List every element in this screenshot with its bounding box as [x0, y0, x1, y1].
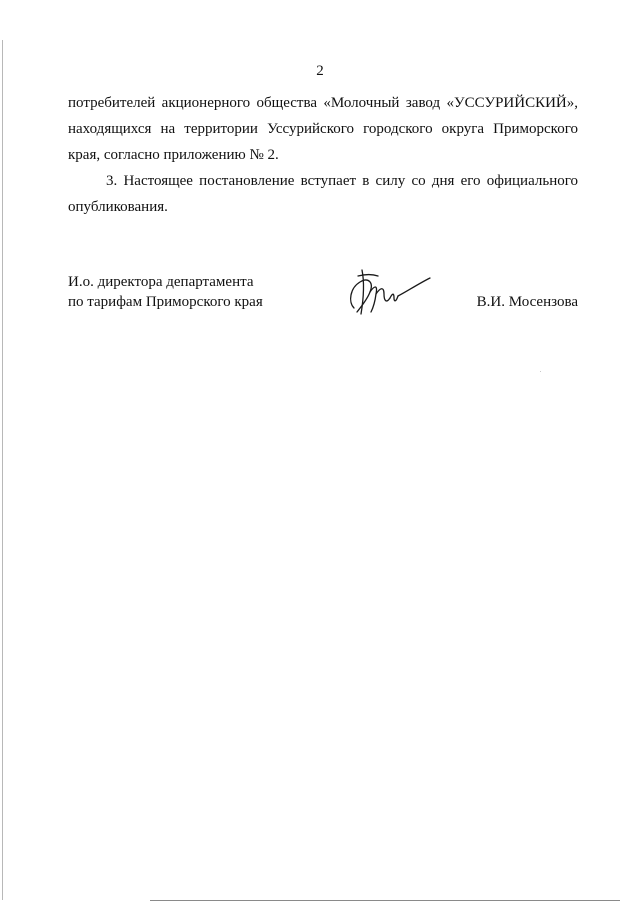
signatory-position	[68, 272, 263, 312]
scan-speck	[540, 371, 541, 372]
paragraph-continuation: потребителей акционерного общества «Молочный завод «УССУРИЙСКИЙ», находящихся на территории Уссурийского городского округа Приморского края, согласно приложению № 2.	[68, 95, 578, 163]
scan-edge-bottom	[150, 900, 620, 901]
signature-block	[68, 272, 578, 332]
signatory-name: В.И. Мосензова	[476, 294, 578, 310]
signatory-position-line-2: по тарифам Приморского края	[68, 294, 263, 310]
scan-edge-left	[2, 40, 3, 900]
signatory-position-line-1: И.о. директора департамента	[68, 274, 254, 290]
handwritten-signature	[340, 262, 435, 324]
document-body	[68, 90, 578, 220]
page-number: 2	[316, 63, 324, 79]
paragraph-item-3: 3. Настоящее постановление вступает в силу со дня его официального опубликования.	[68, 173, 578, 215]
